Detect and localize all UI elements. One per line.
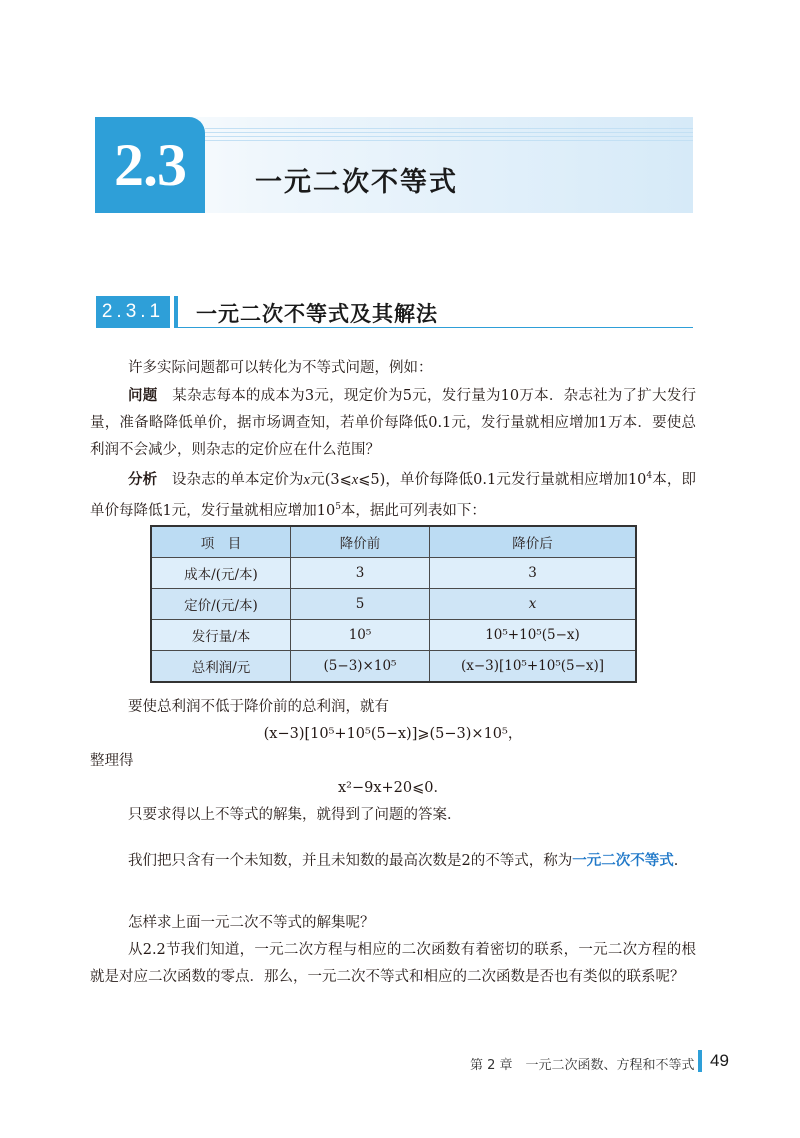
subsection-number: 2.3.1 xyxy=(96,296,170,328)
relation-paragraph: 从2.2节我们知道，一元二次方程与相应的二次函数有着密切的联系，一元二次方程的根就是对应二次函数的零点．那么，一元二次不等式和相应的二次函数是否也有类似的联系呢？ xyxy=(90,942,696,985)
rearrange-text: 整理得 xyxy=(90,753,134,769)
exponent-4: 4 xyxy=(646,471,653,481)
after-table-text: 要使总利润不低于降价前的总利润，就有 xyxy=(128,699,389,715)
problem-paragraph xyxy=(90,383,696,464)
table-cell: 总利润/元 xyxy=(151,651,291,683)
footer-divider xyxy=(698,1050,702,1072)
table-cell: x xyxy=(430,589,637,620)
analysis-text-e: 本，据此可列表如下： xyxy=(340,502,486,519)
definition-term: 一元二次不等式 xyxy=(572,853,674,869)
inequality-1: (x−3)[10⁵+10⁵(5−x)]⩾(5−3)×10⁵， xyxy=(263,726,523,742)
inequality-2: x²−9x+20⩽0． xyxy=(337,780,449,796)
table-row xyxy=(151,589,636,620)
section-title: 一元二次不等式 xyxy=(255,167,458,198)
problem-text: 某杂志每本的成本为3元，现定价为5元，发行量为10万本．杂志社为了扩大发行量，准备略降低单价，据市场调查知，若单价每降低0.1元，发行量就相应增加1万本．要使总利润不会减少，则杂志的定价应在什么范围？ xyxy=(90,388,697,458)
table-cell: 10⁵+10⁵(5−x) xyxy=(430,620,637,651)
definition-paragraph xyxy=(90,848,696,875)
section-banner-stripes xyxy=(205,128,693,142)
analysis-paragraph xyxy=(90,463,696,525)
analysis-var-x-2: x xyxy=(351,471,359,488)
table-cell: 3 xyxy=(291,558,430,589)
table-cell: 成本/(元/本) xyxy=(151,558,291,589)
table-cell: 发行量/本 xyxy=(151,620,291,651)
question-text: 怎样求上面一元二次不等式的解集呢？ xyxy=(128,915,375,931)
analysis-label: 分析 xyxy=(128,471,158,488)
footer-chapter: 第 2 章 一元二次函数、方程和不等式 xyxy=(470,1058,695,1073)
table-header-after: 降价后 xyxy=(430,526,637,558)
analysis-text-a: 设杂志的单本定价为 xyxy=(171,471,304,488)
subsection-divider xyxy=(174,296,178,328)
table-header-before: 降价前 xyxy=(291,526,430,558)
analysis-var-x: x xyxy=(303,471,310,488)
table-header-item: 项 目 xyxy=(151,526,291,558)
table-cell: 3 xyxy=(430,558,637,589)
section-number: 2.3 xyxy=(95,117,205,213)
definition-end: ． xyxy=(673,853,689,869)
table-row xyxy=(151,558,636,589)
page-number: 49 xyxy=(710,1051,729,1070)
exponent-5: 5 xyxy=(335,501,341,512)
price-analysis-table xyxy=(150,525,637,683)
table-cell: 10⁵ xyxy=(291,620,430,651)
conclusion-text: 只要求得以上不等式的解集，就得到了问题的答案． xyxy=(128,807,462,823)
problem-label: 问题 xyxy=(128,388,158,404)
definition-text: 我们把只含有一个未知数，并且未知数的最高次数是2的不等式，称为 xyxy=(128,853,573,869)
analysis-text-c: ⩽5)，单价每降低0.1元发行量就相应增加10 xyxy=(358,471,647,488)
table-cell: (x−3)[10⁵+10⁵(5−x)] xyxy=(430,651,637,683)
subsection-underline xyxy=(178,327,693,328)
intro-paragraph xyxy=(90,355,696,382)
after-table-paragraph xyxy=(90,694,696,721)
table-row xyxy=(151,620,636,651)
table-cell: 5 xyxy=(291,589,430,620)
table-cell: 定价/(元/本) xyxy=(151,589,291,620)
table-cell: (5−3)×10⁵ xyxy=(291,651,430,683)
analysis-text-d: 本，即单价每降低1元，发行量就相应增加10 xyxy=(90,471,697,519)
table-header-row xyxy=(151,526,636,558)
table-row xyxy=(151,651,636,683)
subsection-title: 一元二次不等式及其解法 xyxy=(196,302,438,326)
intro-text: 许多实际问题都可以转化为不等式问题，例如： xyxy=(128,360,433,376)
analysis-text-b: 元(3⩽ xyxy=(309,471,352,488)
